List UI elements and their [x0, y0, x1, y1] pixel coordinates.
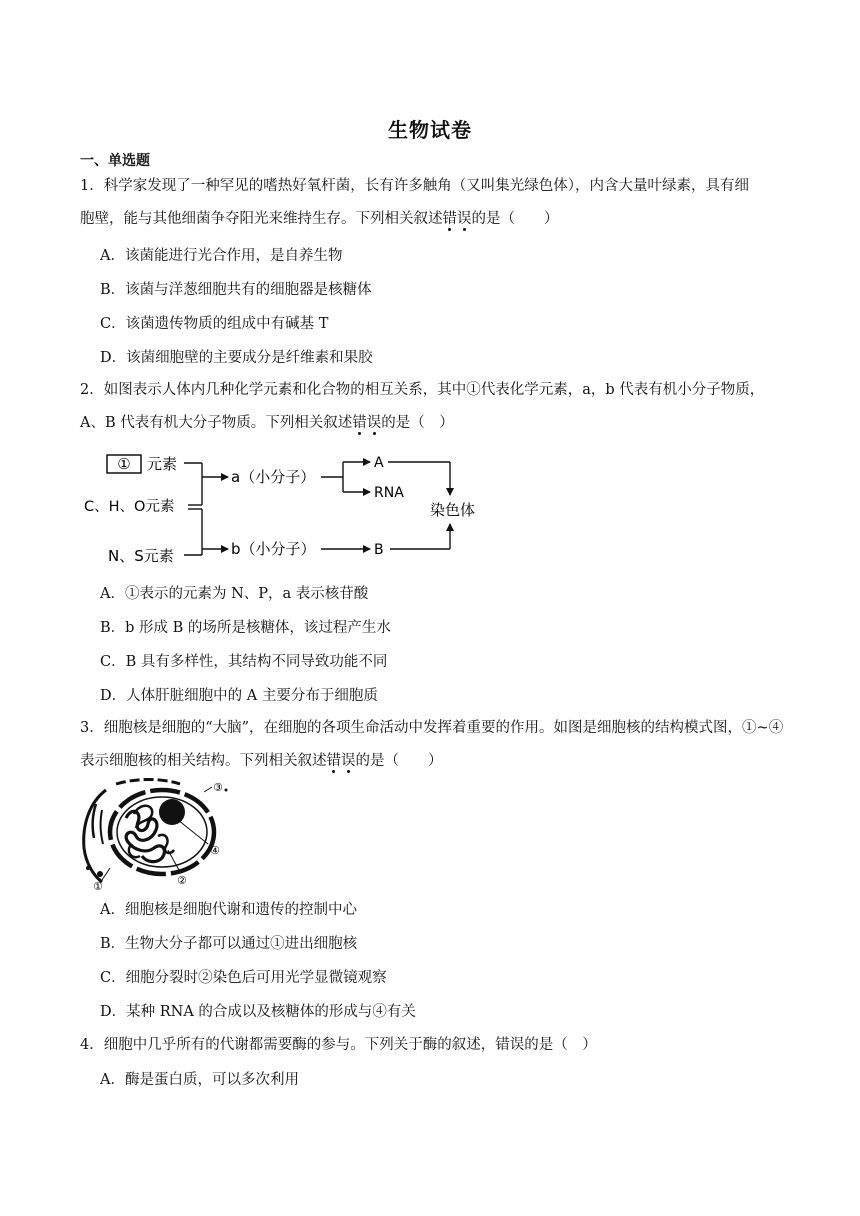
diagram-B-label: B: [374, 542, 384, 558]
structure-label-3: ③: [213, 781, 223, 794]
section-heading: 一、单选题: [80, 153, 150, 169]
question-3-option-b[interactable]: B．生物大分子都可以通过①进出细胞核: [100, 936, 358, 952]
question-1-line-2-pre: 胞壁，能与其他细菌争夺阳光来维持生存。下列相关叙述: [80, 211, 443, 227]
question-3-line-2-post: 的是（ ）: [355, 753, 443, 769]
question-2-option-b[interactable]: B．b 形成 B 的场所是核糖体，该过程产生水: [100, 620, 391, 636]
diagram-elem3-label: N、S元素: [108, 547, 174, 565]
question-3-option-c[interactable]: C．细胞分裂时②染色后可用光学显微镜观察: [100, 970, 387, 986]
emphasis-mark: 错: [326, 753, 341, 769]
question-3-line-2: [80, 751, 443, 771]
diagram-elem2-label: C、H、O元素: [84, 499, 175, 515]
question-2-line-2: [80, 413, 454, 433]
structure-label-1: ①: [93, 880, 103, 893]
emphasis-mark: 误: [457, 211, 472, 227]
question-2-option-d[interactable]: D．人体肝脏细胞中的 A 主要分布于细胞质: [100, 688, 378, 704]
diagram-elem1-label: 元素: [147, 455, 178, 473]
emphasis-mark: 错: [352, 415, 367, 431]
nucleus-structure-diagram: [76, 776, 236, 894]
diagram-RNA-label: RNA: [374, 485, 404, 501]
diagram-A-label: A: [374, 455, 384, 471]
structure-label-4: ④: [210, 844, 220, 857]
question-1-option-c[interactable]: C．该菌遗传物质的组成中有碱基 T: [100, 316, 329, 332]
nucleolus: [159, 799, 185, 825]
question-2-line-1: 2．如图表示人体内几种化学元素和化合物的相互关系，其中①代表化学元素，a，b 代表有机小分子物质，: [80, 382, 765, 398]
question-2-line-2-pre: A、B 代表有机大分子物质。下列相关叙述: [80, 415, 353, 431]
emphasis-mark: 误: [341, 753, 356, 769]
question-4-option-a[interactable]: A．酶是蛋白质，可以多次利用: [100, 1072, 299, 1088]
question-2-option-c[interactable]: C．B 具有多样性，其结构不同导致功能不同: [100, 654, 388, 670]
diagram-b-label: b（小分子）: [231, 540, 316, 558]
question-1-option-d[interactable]: D．该菌细胞壁的主要成分是纤维素和果胶: [100, 350, 373, 366]
question-3-option-d[interactable]: D．某种 RNA 的合成以及核糖体的形成与④有关: [100, 1004, 416, 1020]
emphasis-mark: 错: [442, 211, 457, 227]
nuclear-envelope: [110, 790, 214, 874]
question-3-line-1: 3．细胞核是细胞的“大脑”，在细胞的各项生命活动中发挥着重要的作用。如图是细胞核的结构模式图，①~④: [80, 720, 784, 736]
question-1-option-b[interactable]: B．该菌与洋葱细胞共有的细胞器是核糖体: [100, 282, 372, 298]
question-3-option-a[interactable]: A．细胞核是细胞代谢和遗传的控制中心: [100, 902, 357, 918]
diagram-a-label: a（小分子）: [231, 468, 316, 486]
structure-label-2: ②: [177, 874, 187, 887]
emphasis-mark: 误: [366, 415, 382, 431]
question-2-line-2-post: 的是（ ）: [381, 415, 454, 431]
question-2-option-a[interactable]: A．①表示的元素为 N、P，a 表示核苷酸: [100, 586, 369, 602]
page-title: 生物试卷: [388, 118, 472, 142]
question-3-line-2-pre: 表示细胞核的相关结构。下列相关叙述: [80, 753, 327, 769]
question-4-line-1: 4．细胞中几乎所有的代谢都需要酶的参与。下列关于酶的叙述，错误的是（ ）: [80, 1037, 597, 1053]
question-1-line-2-post: 的是（ ）: [471, 211, 559, 227]
circled-one-label: ①: [117, 455, 131, 473]
element-compound-diagram: [78, 448, 498, 572]
question-1-line-1: 1．科学家发现了一种罕见的嗜热好氧杆菌，长有许多触角（又叫集光绿色体），内含大量叶绿素，具有细: [80, 178, 749, 194]
diagram-chromosome-label: 染色体: [430, 501, 476, 519]
question-1-line-2: [80, 209, 559, 229]
question-1-option-a[interactable]: A．该菌能进行光合作用，是自养生物: [100, 248, 343, 264]
